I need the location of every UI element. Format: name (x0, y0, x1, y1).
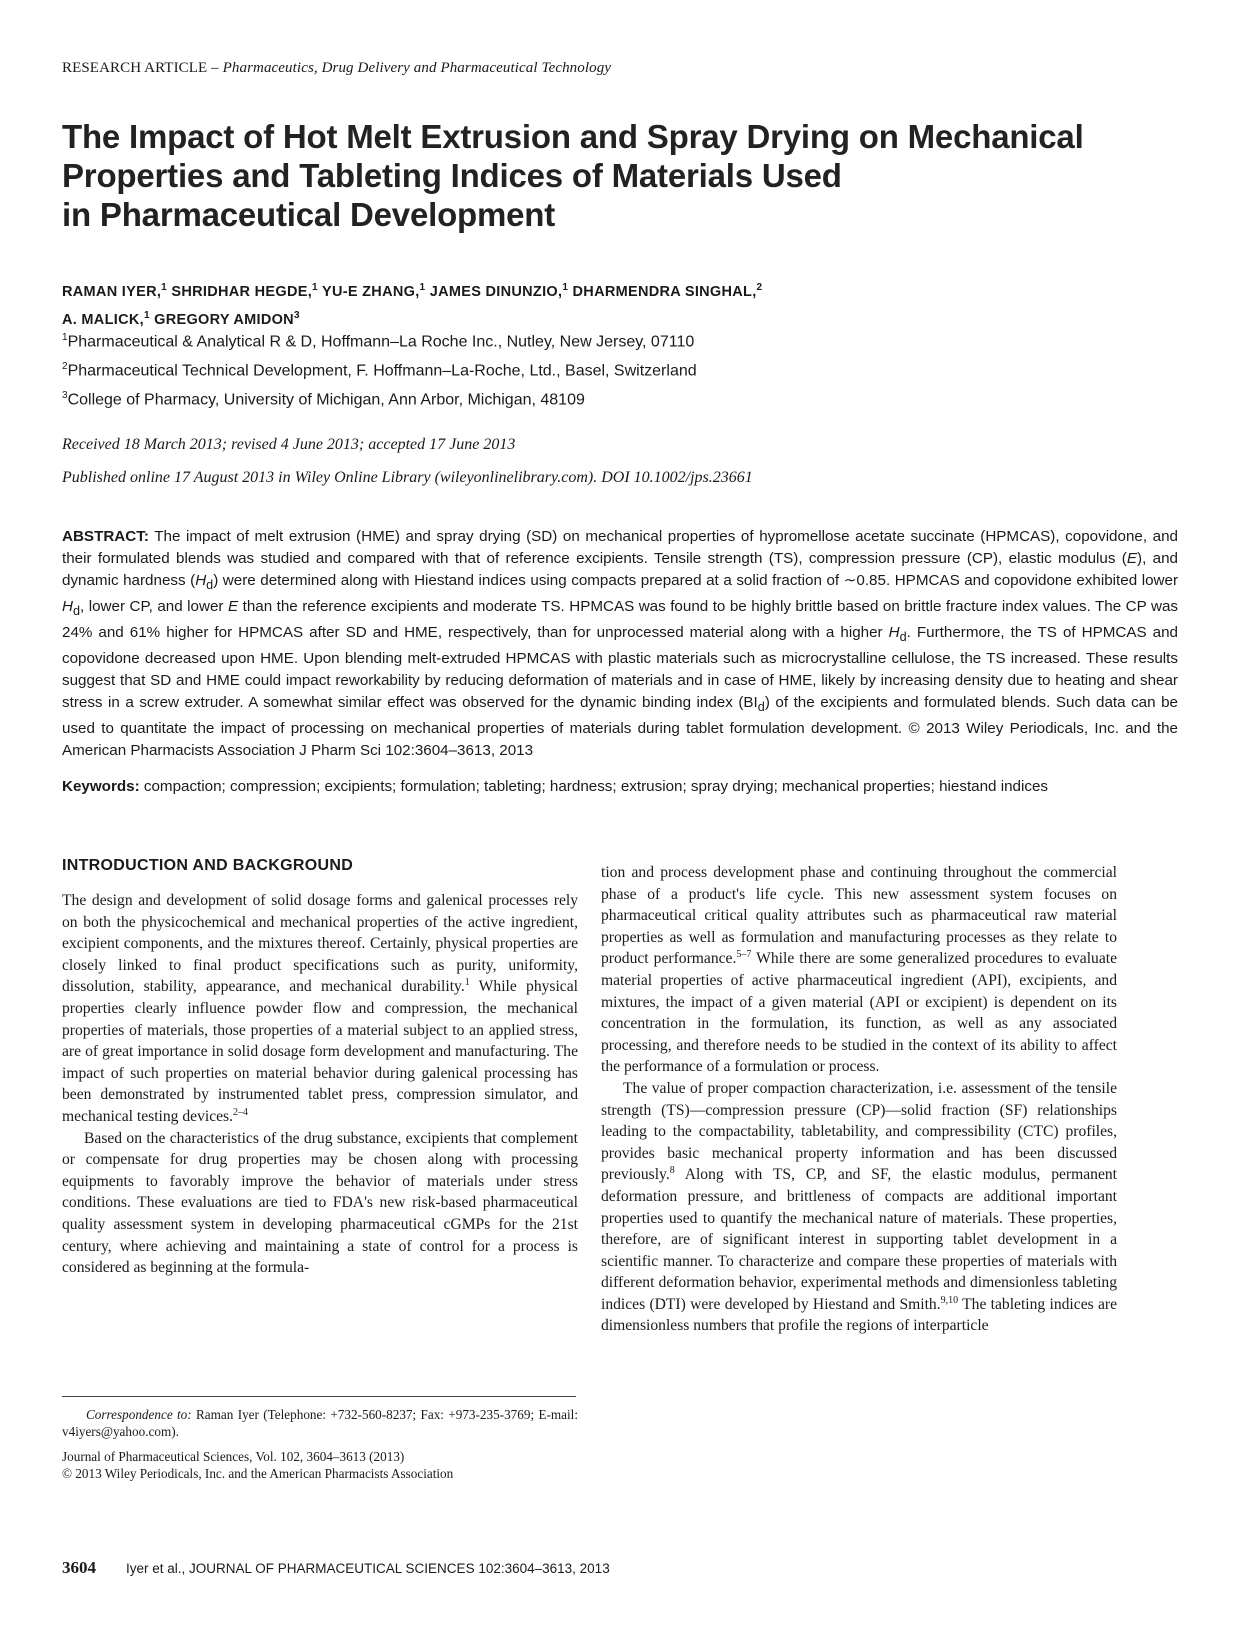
affiliation-text: Pharmaceutical Technical Development, F. Hoffmann–La-Roche, Ltd., Basel, Switzerland (67, 362, 697, 380)
page-number: 3604 (62, 1558, 96, 1577)
journal-info: Journal of Pharmaceutical Sciences, Vol. 102, 3604–3613 (2013) (62, 1449, 405, 1464)
citation-ref: 5–7 (736, 949, 752, 961)
citation-ref: 9,10 (940, 1294, 959, 1306)
author-affil-sup: 2 (756, 282, 763, 293)
affiliation-text: Pharmaceutical & Analytical R & D, Hoffmann–La Roche Inc., Nutley, New Jersey, 07110 (67, 333, 695, 351)
copyright-line: © 2013 Wiley Periodicals, Inc. and the American Pharmacists Association (62, 1466, 454, 1481)
footer-citation: Iyer et al., JOURNAL OF PHARMACEUTICAL SCIENCES 102:3604–3613, 2013 (126, 1561, 610, 1576)
body-paragraph (62, 890, 578, 1128)
affiliation (62, 326, 697, 355)
affiliation-text: College of Pharmacy, University of Michigan, Ann Arbor, Michigan, 48109 (67, 390, 585, 408)
abstract-text: ) of the excipients and formulated blends. Such data can be used to quantitate the impact of processing on mechanical properties of materials during tablet formulation development. © 2013 Wiley Periodicals, Inc. and the American Pharmacists Association J Pharm Sci 102:3604–3613, 2013 (62, 694, 1178, 760)
page-footer (62, 1558, 610, 1578)
paragraph-text: While there are some generalized procedures to evaluate material properties of active pharmaceutical ingredient (API), excipients, and mixtures, the impact of a given material (API or excipient) is dependent on its concentration in the formulation, its function, as well as any associated processing, and therefore needs to be studied in the context of its ability to affect the performance of a formulation or process. (601, 950, 1117, 1076)
body-paragraph: Based on the characteristics of the drug substance, excipients that complement or compensate for drug properties may be chosen along with processing equipments to favorably improve the behavior of materials under stress conditions. These evaluations are tied to FDA's new risk-based pharmaceutical quality assessment system in developing pharmaceutical cGMPs for the 21st century, where achieving and maintaining a state of control for a process is considered as beginning at the formula- (62, 1129, 578, 1277)
abstract-symbol: E (227, 598, 239, 616)
author-name: RAMAN IYER, (62, 283, 162, 300)
abstract-text: ) were determined along with Hiestand indices using compacts prepared at a solid fraction of ∼0.85. HPMCAS and copovidone exhibited lower (213, 572, 1178, 589)
author-name: GREGORY AMIDON (149, 311, 294, 328)
keywords (62, 776, 1178, 798)
running-head (62, 60, 611, 77)
author-line (62, 276, 762, 304)
abstract-subscript: d (899, 630, 907, 645)
abstract-text: than the reference excipients and moderate TS. HPMCAS was found to be highly brittle based on brittle fracture index values. The CP was 24% and 61% higher for HPMCAS after SD and HME, respectively, than for unprocessed material along with a higher (62, 598, 1178, 642)
author-name: YU-E ZHANG, (317, 283, 420, 300)
paragraph-text: tion and process development phase and continuing throughout the commercial phase of a product's life cycle. This new assessment system focuses on pharmaceutical critical quality attributes such as pharmaceutical raw material properties as well as formulation and manufacturing processes as they relate to product performance. (601, 864, 1117, 968)
citation-ref: 8 (669, 1165, 675, 1177)
abstract-text: , lower CP, and lower (80, 598, 228, 616)
citation-ref: 1 (464, 977, 470, 989)
affiliation-sup: 3 (62, 389, 68, 401)
abstract-text: ), and dynamic hardness ( (62, 550, 1178, 589)
abstract-symbol: H (888, 624, 900, 642)
abstract-subscript: d (206, 578, 214, 593)
section-heading: INTRODUCTION AND BACKGROUND (62, 857, 354, 874)
author-name: JAMES DINUNZIO, (425, 283, 563, 300)
author-name: DHARMENDRA SINGHAL, (568, 283, 757, 300)
author-name: A. MALICK, (62, 311, 144, 328)
paragraph-text: The value of proper compaction characterization, i.e. assessment of the tensile strength (TS)—compression pressure (CP)—solid fraction (SF) relationships leading to the compactability, tabletability, and compressibility (CTC) profiles, provides basic mechanical property information and has been discussed previously. (601, 1079, 1117, 1184)
keywords-label: Keywords: (62, 778, 140, 795)
abstract-subscript: d (72, 604, 81, 619)
body-paragraph (601, 1078, 1117, 1337)
abstract-symbol: H (62, 598, 73, 616)
abstract-symbol: H (195, 572, 207, 589)
paragraph-text: The tableting indices are dimensionless numbers that profile the regions of interparticle (601, 1295, 1117, 1335)
paragraph-text: Along with TS, CP, and SF, the elastic modulus, permanent deformation pressure, and brittleness of compacts are additional important properties used to quantify the mechanical nature of materials. These properties, therefore, are of significant interest in supporting tablet development in a scientific manner. To characterize and compare these properties of materials with different deformation behavior, experimental methods and dimensionless tableting indices (DTI) were developed by Hiestand and Smith. (601, 1166, 1117, 1313)
author-affil-sup: 1 (562, 282, 569, 293)
body-paragraph (601, 862, 1117, 1078)
author-affil-sup: 1 (312, 282, 318, 293)
publication-dates (62, 428, 753, 494)
abstract-subscript: d (757, 700, 765, 715)
affiliation-sup: 1 (62, 332, 68, 343)
title-line: in Pharmaceutical Development (62, 196, 556, 233)
correspondence (62, 1406, 578, 1440)
abstract-text: . Furthermore, the TS of HPMCAS and copovidone decreased upon HME. Upon blending melt-extruded HPMCAS with plastic materials such as microcrystalline cellulose, the TS increased. These results suggest that SD and HME could impact reworkability by reducing deformation of materials and in case of HME, likely by increasing density due to heating and shear stress in a screw extruder. A somewhat similar effect was observed for the dynamic binding index (BI (62, 624, 1178, 712)
title-line: The Impact of Hot Melt Extrusion and Spray Drying on Mechanical (62, 118, 1084, 155)
article-title (62, 117, 1182, 234)
author-affil-sup: 1 (419, 282, 426, 293)
published-line: Published online 17 August 2013 in Wiley Online Library (wileyonlinelibrary.com). DOI 10.1002/jps.23661 (62, 469, 753, 486)
author-list (62, 276, 762, 332)
running-head-dash: – (207, 60, 223, 76)
keywords-text: compaction; compression; excipients; formulation; tableting; hardness; extrusion; spray drying; mechanical properties; hiestand indices (139, 778, 1048, 795)
left-column (62, 856, 578, 1279)
author-affil-sup: 1 (161, 282, 168, 293)
author-name: SHRIDHAR HEGDE, (167, 283, 313, 300)
section-label: RESEARCH ARTICLE (62, 60, 208, 76)
affiliation-sup: 2 (62, 360, 68, 372)
journal-section: Pharmaceutics, Drug Delivery and Pharmaceutical Technology (222, 60, 612, 76)
affiliation (62, 384, 697, 413)
abstract (62, 526, 1178, 762)
abstract-label: ABSTRACT: (62, 528, 149, 545)
correspondence-label: Correspondence to: (86, 1407, 192, 1422)
citation-ref: 2–4 (233, 1106, 249, 1118)
footnote (62, 1406, 578, 1482)
abstract-text: The impact of melt extrusion (HME) and spray drying (SD) on mechanical properties of hypromellose acetate succinate (HPMCAS), copovidone, and their formulated blends was studied and compared with that of reference excipients. Tensile strength (TS), compression pressure (CP), elastic modulus ( (62, 528, 1178, 567)
title-line: Properties and Tableting Indices of Materials Used (62, 157, 842, 194)
received-dates: Received 18 March 2013; revised 4 June 2013; accepted 17 June 2013 (62, 436, 516, 453)
footnote-divider (62, 1396, 576, 1397)
right-column (601, 862, 1117, 1337)
affiliations (62, 326, 697, 412)
paragraph-text: The design and development of solid dosage forms and galenical processes rely on both the physicochemical and mechanical properties of the active ingredient, excipient components, and the mixtures thereof. Certainly, physical properties are closely linked to final product specifications such as purity, uniformity, dissolution, stability, appearance, and mechanical durability. (62, 892, 578, 996)
paragraph-text: While physical properties clearly influence powder flow and compression, the mechanical properties of materials, those properties of a material subject to an applied stress, are of great importance in solid dosage form development and manufacturing. The impact of such properties on material behavior during galenical processing has been demonstrated by instrumented tablet press, compression simulator, and mechanical testing devices. (62, 978, 578, 1125)
author-affil-sup: 1 (143, 309, 150, 321)
abstract-symbol: E (1126, 550, 1138, 567)
affiliation (62, 355, 697, 384)
author-affil-sup: 3 (293, 309, 300, 321)
correspondence-text: Raman Iyer (Telephone: +732-560-8237; Fax: +973-235-3769; E-mail: v4iyers@yahoo.com). (62, 1407, 579, 1439)
